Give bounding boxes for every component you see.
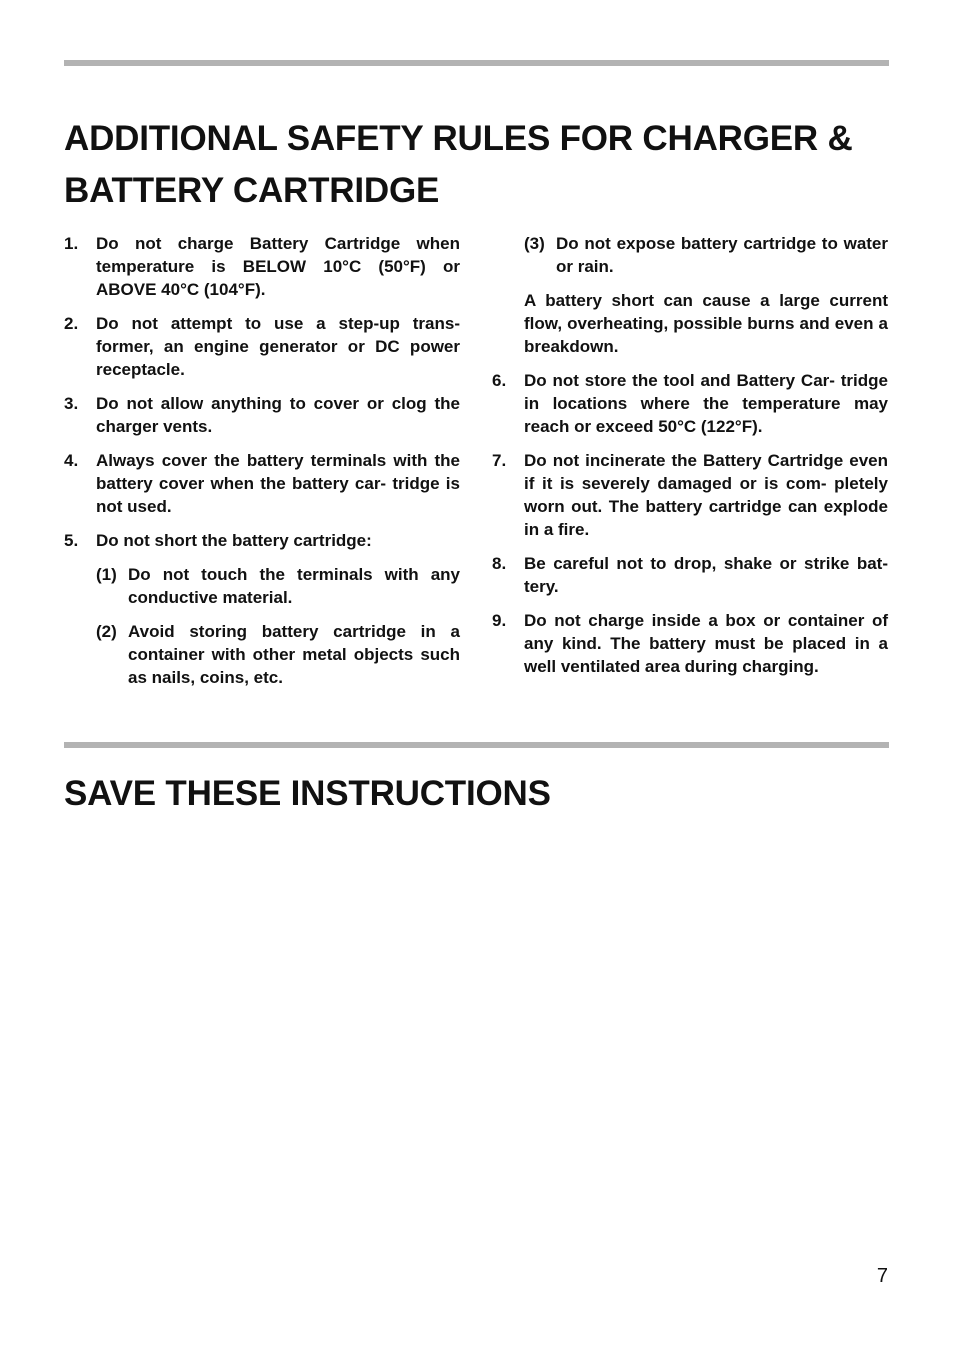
sub-item-number: (3)	[524, 234, 545, 253]
item-text: Do not allow anything to cover or clog the charger vents.	[96, 394, 460, 436]
sub-item-number: (1)	[96, 565, 117, 584]
list-item	[492, 552, 888, 598]
item-number: 5.	[64, 531, 79, 550]
item-number: 6.	[492, 371, 507, 390]
list-item	[64, 232, 460, 301]
list-item	[64, 312, 460, 381]
sub-item	[524, 232, 888, 278]
item-number: 3.	[64, 394, 79, 413]
item-text: Do not attempt to use a step-up trans- former, an engine generator or DC power receptacle.	[96, 314, 460, 379]
main-heading-line1: ADDITIONAL SAFETY RULES FOR CHARGER &	[64, 119, 853, 158]
sub-item-text: Do not touch the terminals with any conductive material.	[128, 565, 460, 607]
sub-item-number: (2)	[96, 622, 117, 641]
main-heading	[64, 113, 904, 217]
sub-item-text: Do not expose battery cartridge to water or rain.	[556, 234, 888, 276]
sub-item	[96, 620, 460, 689]
item-text: Do not short the battery cartridge:	[96, 531, 372, 550]
item-text: Be careful not to drop, shake or strike bat- tery.	[524, 554, 888, 596]
list-item	[492, 449, 888, 541]
list-item	[492, 369, 888, 438]
item-number: 8.	[492, 554, 507, 573]
item-number: 2.	[64, 314, 79, 333]
page-number: 7	[876, 1265, 888, 1287]
list-item	[492, 609, 888, 678]
save-instructions-heading: SAVE THESE INSTRUCTIONS	[64, 774, 551, 813]
section-divider	[64, 742, 889, 748]
item-text: Do not incinerate the Battery Cartridge even if it is severely damaged or is com- pletely worn out. The battery cartridge can explode in a fire.	[524, 451, 888, 539]
list-item	[64, 529, 460, 552]
item-number: 7.	[492, 451, 507, 470]
left-column	[64, 232, 460, 700]
sub-item-text: Avoid storing battery cartridge in a container with other metal objects such as nails, coins, etc.	[128, 622, 460, 687]
list-item	[64, 449, 460, 518]
top-divider	[64, 60, 889, 66]
sub-item	[96, 563, 460, 609]
item-text: Do not charge inside a box or container of any kind. The battery must be placed in a well ventilated area during charging.	[524, 611, 888, 676]
item-number: 4.	[64, 451, 79, 470]
item-number: 9.	[492, 611, 507, 630]
main-heading-line2: BATTERY CARTRIDGE	[64, 171, 440, 210]
item-text: Always cover the battery terminals with the battery cover when the battery car- tridge is not used.	[96, 451, 460, 516]
item-number: 1.	[64, 234, 79, 253]
list-item	[64, 392, 460, 438]
right-column	[492, 232, 888, 689]
item-text: Do not charge Battery Cartridge when temperature is BELOW 10°C (50°F) or ABOVE 40°C (104°F).	[96, 234, 460, 299]
item-text: Do not store the tool and Battery Car- tridge in locations where the temperature may reach or exceed 50°C (122°F).	[524, 371, 888, 436]
battery-short-paragraph: A battery short can cause a large current flow, overheating, possible burns and even a breakdown.	[524, 291, 888, 356]
